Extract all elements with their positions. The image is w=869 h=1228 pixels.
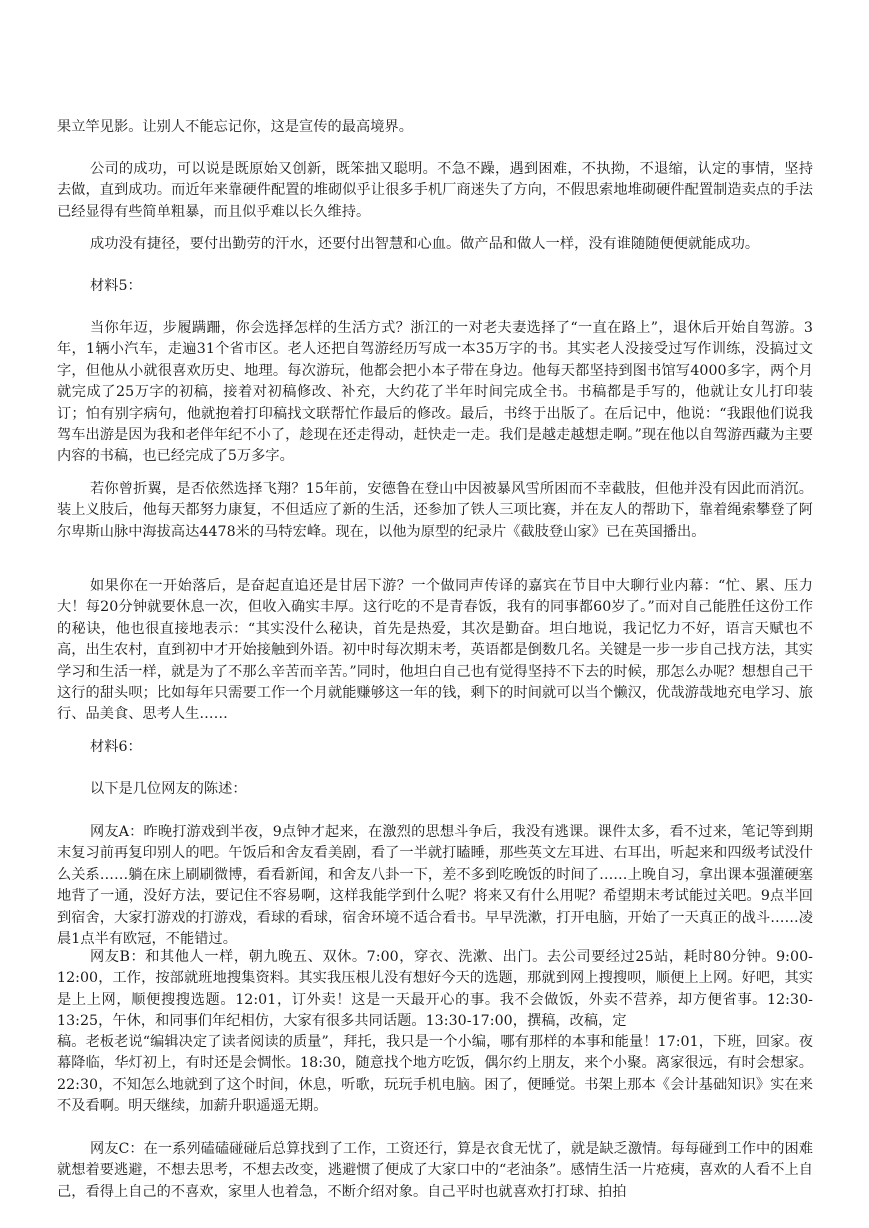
paragraph-no-shortcut: 成功没有捷径，要付出勤劳的汗水，还要付出智慧和心血。做产品和做人一样，没有谁随随便便就能成功。 xyxy=(90,236,760,252)
paragraph-company-success: 公司的成功，可以说是既原始又创新，既笨拙又聪明。不急不躁，遇到困难，不执拗，不退缩，认定的事情，坚持去做，直到成功。而近年来靠硬件配置的堆砌似乎让很多手机厂商迷失了方向，不假思索地堆砌硬件配置制造卖点的手法已经显得有些简单粗暴，而且似乎难以长久维持。 xyxy=(57,161,813,220)
paragraph-andrew: 若你曾折翼，是否依然选择飞翔？15年前，安德鲁在登山中因被暴风雪所困而不幸截肢，但他并没有因此而消沉。装上义肢后，他每天都努力康复，不但适应了新的生活，还参加了铁人三项比赛，并在友人的帮助下，靠着绳索攀登了阿尔卑斯山脉中海拔高达4478米的马特宏峰。现在，以他为原型的纪录片《截肢登山家》已在英国播出。 xyxy=(57,481,813,540)
paragraph-netizen-c: 网友C：在一系列磕磕碰碰后总算找到了工作，工资还行，算是衣食无忧了，就是缺乏激情。每每碰到工作中的困难就想着要逃避，不想去思考，不想去改变，逃避惯了便成了大家口中的“老油条”。感情生活一片疮痍，喜欢的人看不上自己，看得上自己的不喜欢，家里人也着急，不断介绍对象。自己平时也就喜欢打打球、拍拍 xyxy=(57,1141,813,1200)
paragraph-netizen-b-cont: 稿。老板老说“编辑决定了读者阅读的质量”，拜托，我只是一个小编，哪有那样的本事和能量！17:01，下班，回家。夜幕降临，华灯初上，有时还是会惆怅。18:30，随意找个地方吃饭，偶尔约上朋友，来个小聚。离家很远，有时会想家。22:30，不知怎么地就到了这个时间，休息，听歌，玩玩手机电脑。困了，便睡觉。书架上那本《会计基础知识》实在来不及看啊。明天继续，加薪升职遥遥无期。 xyxy=(57,1034,813,1115)
paragraph-netizen-a: 网友A：昨晚打游戏到半夜，9点钟才起来，在激烈的思想斗争后，我没有逃课。课件太多，看不过来，笔记等到期末复习前再复印别人的吧。午饭后和舍友看美剧，看了一半就打瞌睡，那些英文左耳进、右耳出，听起来和四级考试没什么关系……躺在床上刷刷微博，看看新闻，和舍友八卦一下，差不多到吃晚饭的时间了……上晚自习，拿出课本强灌硬塞地背了一通，没好方法，要记住不容易啊，这样我能学到什么呢？将来又有什么用呢？希望期末考试能过关吧。9点半回到宿舍，大家打游戏的打游戏，看球的看球，宿舍环境不适合看书。早早洗漱，打开电脑，开始了一天真正的战斗……凌晨1点半有欧冠，不能错过。 xyxy=(57,824,813,948)
heading-material-5: 材料5： xyxy=(90,278,142,294)
heading-material-6: 材料6： xyxy=(90,739,142,755)
paragraph-netizen-b: 网友B：和其他人一样，朝九晚五、双休。7:00，穿衣、洗漱、出门。去公司要经过25站，耗时80分钟。9:00-12:00，工作，按部就班地搜集资料。其实我压根儿没有想好今天的选题，那就到网上搜搜呗，顺便上上网。好吧，其实是上上网，顺便搜搜选题。12:01，订外卖！这是一天最开心的事。我不会做饭，外卖不营养，却方便省事。12:30-13:25，午休，和同事们年纪相仿，大家有很多共同话题。13:30-17:00，撰稿，改稿，定 xyxy=(57,949,813,1030)
paragraph-interpreter: 如果你在一开始落后，是奋起直追还是甘居下游？一个做同声传译的嘉宾在节目中大聊行业内幕：“忙、累、压力大！每20分钟就要休息一次，但收入确实丰厚。这行吃的不是青春饭，我有的同事都60岁了。”而对自己能胜任这份工作的秘诀，他也很直接地表示：“其实没什么秘诀，首先是热爱，其次是勤奋。坦白地说，我记忆力不好，语言天赋也不高，出生农村，直到初中才开始接触到外语。初中时每次期末考，英语都是倒数几名。关键是一步一步自己找方法，其实学习和生活一样，就是为了不那么辛苦而辛苦。”同时，他坦白自己也有觉得坚持不下去的时候，那怎么办呢？想想自己干这行的甜头呗；比如每年只需要工作一个月就能赚够这一年的钱，剩下的时间就可以当个懒汉，优哉游哉地充电学习、旅行、品美食、思考人生…… xyxy=(57,578,813,723)
paragraph-netizens-intro: 以下是几位网友的陈述： xyxy=(90,781,247,797)
paragraph-elderly-couple: 当你年迈，步履蹒跚，你会选择怎样的生活方式？浙江的一对老夫妻选择了“一直在路上”，退休后开始自驾游。3年，1辆小汽车，走遍31个省市区。老人还把自驾游经历写成一本35万字的书。其实老人没接受过写作训练，没搞过文字，但他从小就很喜欢历史、地理。每次游玩，他都会把小本子带在身边。他每天都坚持到图书馆写4000多字，两个月就完成了25万字的初稿，接着对初稿修改、补充，大约花了半年时间完成全书。书稿都是手写的，他就让女儿打印装订；怕有别字病句，他就抱着打印稿找文联帮忙作最后的修改。最后，书终于出版了。在后记中，他说：“我跟他们说我驾车出游是因为我和老伴年纪不小了，趁现在还走得动，赶快走一走。我们是越走越想走啊。”现在他以自驾游西藏为主要内容的书稿，也已经完成了5万多字。 xyxy=(57,320,813,465)
paragraph-intro-end: 果立竿见影。让别人不能忘记你，这是宣传的最高境界。 xyxy=(57,119,413,135)
